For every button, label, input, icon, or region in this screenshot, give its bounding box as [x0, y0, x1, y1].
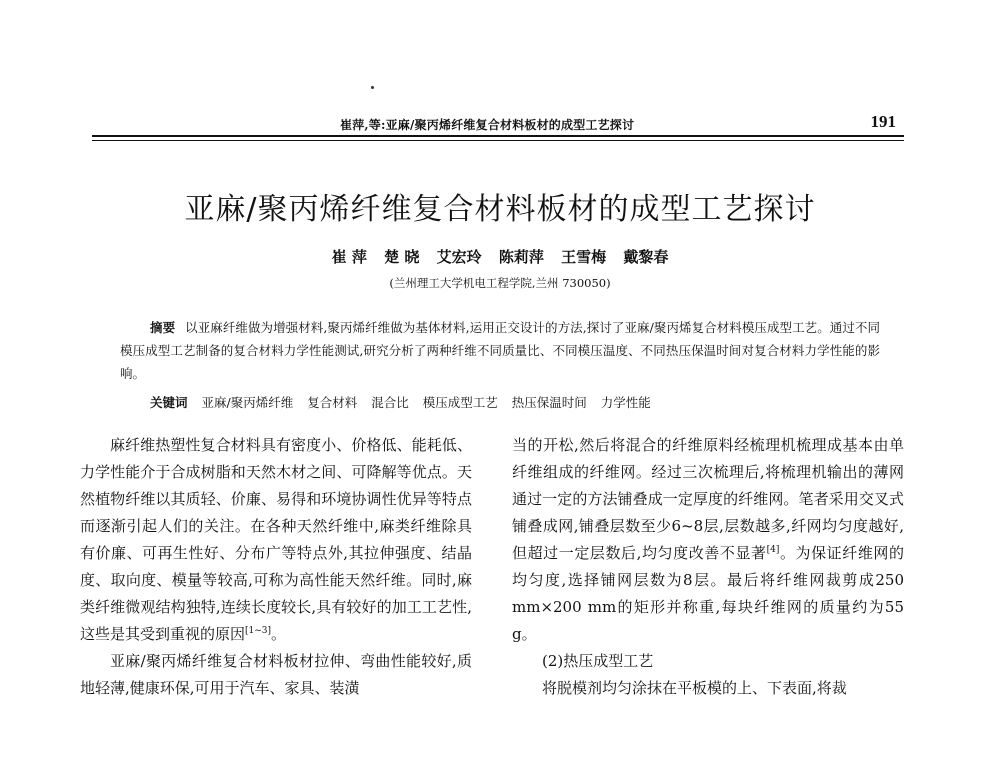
keywords-label: 关键词	[150, 395, 188, 410]
section-subheading: (2)热压成型工艺	[542, 652, 654, 670]
paragraph-text: 亚麻/聚丙烯纤维复合材料板材拉伸、弯曲性能较好,质地轻薄,健康环保,可用于汽车、家具、装潢	[80, 652, 472, 697]
keyword: 混合比	[371, 395, 409, 410]
running-title: 崔萍,等:亚麻/聚丙烯纤维复合材料板材的成型工艺探讨	[340, 118, 635, 132]
author-list	[90, 246, 910, 267]
author: 艾宏玲	[436, 248, 482, 266]
paragraph-end: 。	[271, 625, 287, 643]
author: 王雪梅	[561, 248, 607, 266]
keyword: 力学性能	[600, 395, 651, 410]
paragraph-text: 麻纤维热塑性复合材料具有密度小、价格低、能耗低、力学性能介于合成树脂和天然木材之间、可降解等优点。天然植物纤维以其质轻、价廉、易得和环境协调性优异等特点而逐渐引起人们的关注。在各种天然纤维中,麻类纤维除具有价廉、可再生性好、分布广等特点外,其拉伸强度、结晶度、取向度、模量等较高,可称为高性能天然纤维。同时,麻类纤维微观结构独特,连续长度较长,具有较好的加工工艺性,这些是其受到重视的原因	[80, 436, 472, 643]
keyword: 复合材料	[307, 395, 358, 410]
abstract	[120, 316, 880, 385]
author: 陈莉萍	[498, 248, 544, 266]
header-rule-thick	[92, 135, 904, 137]
keyword: 热压保温时间	[511, 395, 587, 410]
keywords	[120, 391, 880, 414]
abstract-label: 摘要	[150, 320, 176, 335]
header-rule-thin	[92, 140, 904, 141]
body-column-right	[512, 432, 904, 702]
citation: [1~3]	[245, 626, 272, 636]
paragraph-text: 。为保证纤维网的均匀度,选择铺网层数为8层。最后将纤维网裁剪成250 mm×200 mm的矩形并称重,每块纤维网的质量约为55 g。	[512, 544, 904, 643]
paragraph-text: 当的开松,然后将混合的纤维原料经梳理机梳理成基本由单纤维组成的纤维网。经过三次梳理后,将梳理机输出的薄网通过一定的方法铺叠成一定厚度的纤维网。笔者采用交叉式铺叠成网,铺叠层数至少6~8层,层数越多,纤网均匀度越好,但超过一定层数后,均匀度改善不显著	[512, 436, 904, 562]
keyword: 亚麻/聚丙烯纤维	[201, 395, 294, 410]
body-paragraph	[512, 432, 904, 648]
body-paragraph	[512, 675, 904, 702]
author: 戴黎春	[623, 248, 669, 266]
author: 崔 萍	[331, 248, 367, 266]
citation: [4]	[766, 545, 780, 555]
scan-speck	[371, 86, 374, 89]
body-paragraph	[80, 432, 472, 648]
body-paragraph	[80, 648, 472, 702]
abstract-text: 以亚麻纤维做为增强材料,聚丙烯纤维做为基体材料,运用正交设计的方法,探讨了亚麻/聚丙烯复合材料模压成型工艺。通过不同模压成型工艺制备的复合材料力学性能测试,研究分析了两种纤维不同质量比、不同模压温度、不同热压保温时间对复合材料力学性能的影响。	[120, 320, 880, 381]
page-number: 191	[870, 112, 896, 131]
paragraph-text: 将脱模剂均匀涂抹在平板模的上、下表面,将裁	[542, 679, 847, 697]
article-title: 亚麻/聚丙烯纤维复合材料板材的成型工艺探讨	[184, 192, 816, 227]
body-column-left	[80, 432, 472, 702]
running-header	[90, 112, 902, 134]
keyword: 模压成型工艺	[422, 395, 498, 410]
author-affiliation: (兰州理工大学机电工程学院,兰州 730050)	[389, 276, 611, 290]
author: 楚 晓	[384, 248, 420, 266]
